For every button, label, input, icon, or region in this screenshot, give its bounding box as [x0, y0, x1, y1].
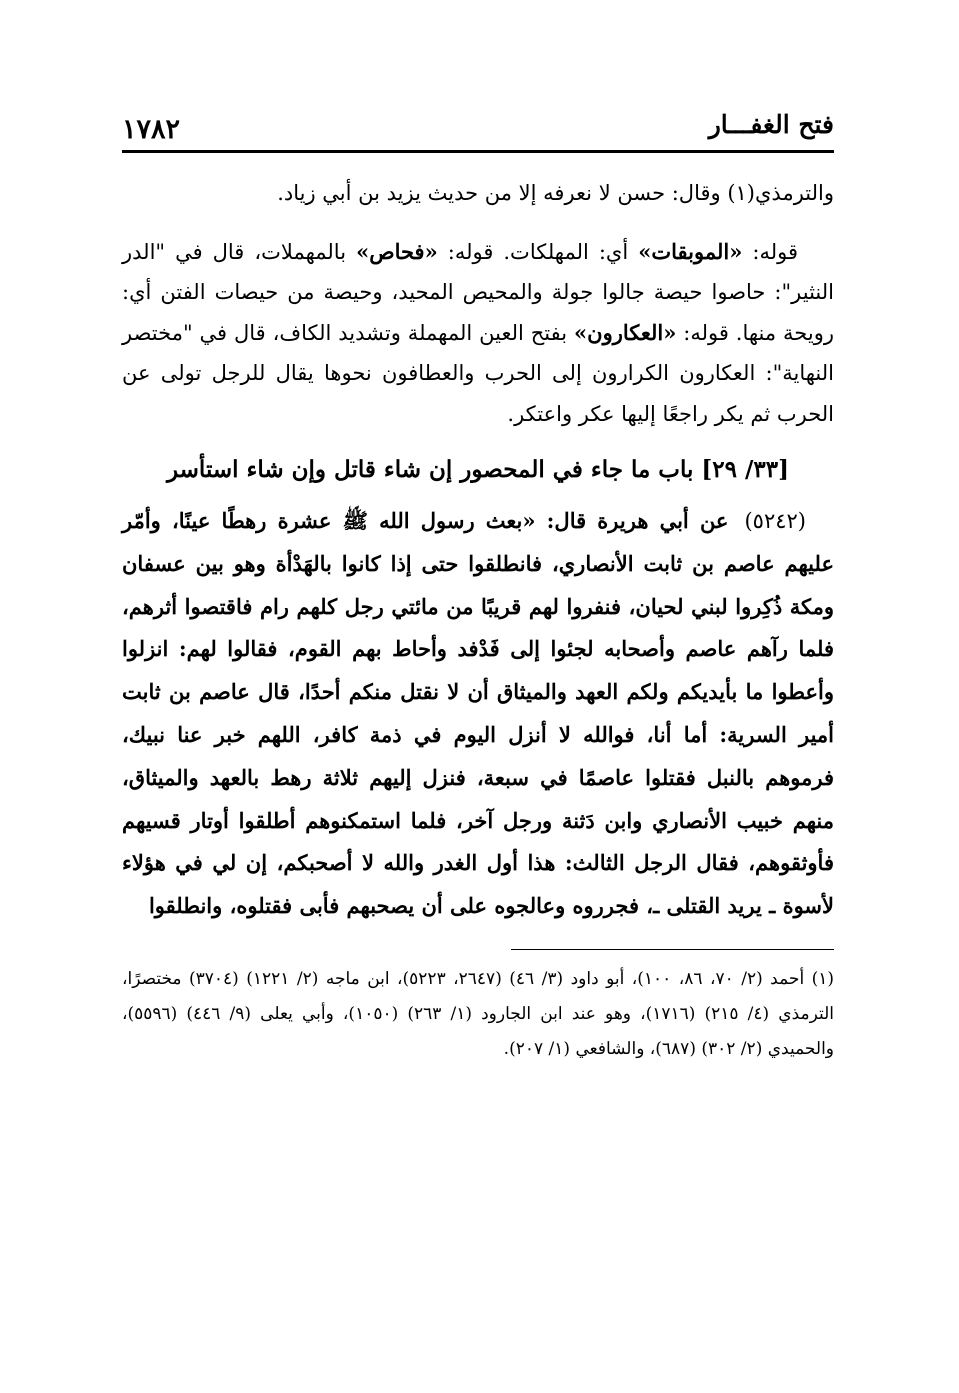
footnote-separator [511, 949, 834, 950]
hadith-number: (٥٢٤٢) [744, 509, 806, 533]
footnote: (١) أحمد (٢/ ٧٠، ٨٦، ١٠٠)، أبو داود (٣/ ٤٦) (٢٦٤٧، ٥٢٢٣)، ابن ماجه (٢/ ١٢٢١) (٣٧٠٤) مختصرًا، الترمذي (٤/ ٢١٥) (١٧١٦)، وهو عند ابن الجارود (١/ ٢٦٣) (١٠٥٠)، وأبي يعلى (٩/ ٤٤٦) (٥٥٩٦)، والحميدي (٢/ ٣٠٢) (٦٨٧)، والشافعي (١/ ٢٠٧). [122, 968, 835, 1059]
header-rule [122, 150, 834, 153]
text-run: بالمهملات، قال في "الدر النثير": حاصوا حيصة جالوا جولة والمحيص المحيد، وحيصة من حيصات الفتن أي: رويحة منها. قوله: [122, 239, 834, 345]
text-run: قوله: [742, 239, 798, 264]
page [122, 108, 834, 1084]
paragraph-commentary [122, 232, 834, 435]
book-title: فتح الغفـــار [708, 110, 834, 139]
term-fahas: «فحاص» [356, 238, 438, 264]
paragraph-intro: والترمذي(١) وقال: حسن لا نعرفه إلا من حديث يزيد بن أبي زياد. [277, 181, 834, 205]
hadith-text [122, 500, 834, 928]
term-mubiqat: «الموبقات» [638, 238, 743, 264]
page-header [122, 108, 834, 150]
page-number: ١٧٨٢ [122, 114, 181, 145]
text-run: بفتح العين المهملة وتشديد الكاف، قال في "مختصر النهاية": العكارون الكرارون إلى الحرب والعطافون نحوها يقال للرجل تولى عن الحرب ثم يكر راجعًا إليها عكر واعتكر. [122, 320, 834, 426]
section-heading: [٣٣/ ٢٩] باب ما جاء في المحصور إن شاء قاتل وإن شاء استأسر [166, 456, 790, 483]
term-akkarun: «العكارون» [574, 319, 677, 345]
hadith-body: عن أبي هريرة قال: «بعث رسول الله ﷺ عشرة رهطًا عينًا، وأمّر عليهم عاصم بن ثابت الأنصاري، فانطلقوا حتى إذا كانوا بالهَدْأة وهو بين عسفان ومكة ذُكِروا لبني لحيان، فنفروا لهم قريبًا من مائتي رجل كلهم رام فاقتصوا أثرهم، فلما رآهم عاصم وأصحابه لجئوا إلى فَدْفد وأحاط بهم القوم، فقالوا لهم: انزلوا وأعطوا ما بأيديكم ولكم العهد والميثاق أن لا نقتل منكم أحدًا، قال عاصم بن ثابت أمير السرية: أما أنا، فوالله لا أنزل اليوم في ذمة كافر، اللهم خبر عنا نبيك، فرموهم بالنبل فقتلوا عاصمًا في سبعة، فنزل إليهم ثلاثة رهط بالعهد والميثاق، منهم خبيب الأنصاري وابن دَثنة ورجل آخر، فلما استمكنوهم أطلقوا أوتار قسيهم فأوثقوهم، فقال الرجل الثالث: هذا أول الغدر والله لا أصحبكم، إن لي في هؤلاء لأسوة ـ يريد القتلى ـ، فجرروه وعالجوه على أن يصحبهم فأبى فقتلوه، وانطلقوا [122, 508, 834, 919]
text-run: أي: المهلكات. قوله: [437, 239, 639, 264]
